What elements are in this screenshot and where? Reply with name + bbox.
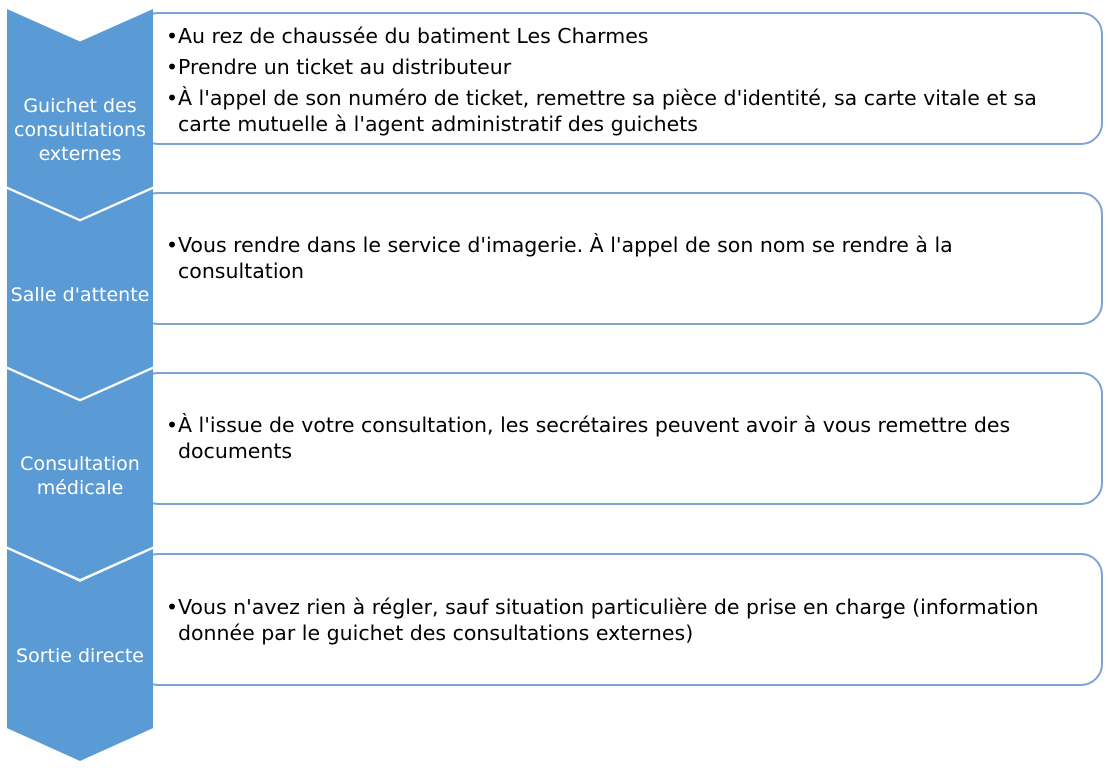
step-detail-box — [136, 553, 1103, 686]
bullet-item: • Prendre un ticket au distributeur — [178, 54, 1079, 80]
step-bullet-list — [138, 232, 1101, 284]
step-bullet-list — [138, 594, 1101, 646]
step-label: Consultation médicale — [20, 453, 140, 499]
step-label: Guichet des consultlations externes — [14, 95, 146, 165]
bullet-item: • Vous n'avez rien à régler, sauf situation particulière de prise en charge (information donnée par le guichet des consultations externes) — [178, 594, 1079, 646]
step-label: Sortie directe — [16, 645, 144, 667]
step-detail-box — [136, 192, 1103, 325]
step-bullet-list — [138, 23, 1101, 137]
step-bullet-list — [138, 412, 1101, 464]
bullet-item: • Au rez de chaussée du batiment Les Charmes — [178, 23, 1079, 49]
step-label: Salle d'attente — [10, 284, 150, 306]
bullet-item: • À l'appel de son numéro de ticket, remettre sa pièce d'identité, sa carte vitale et sa carte mutuelle à l'agent administratif des guichets — [178, 85, 1079, 137]
step-detail-box — [136, 372, 1103, 505]
bullet-item: • Vous rendre dans le service d'imagerie. À l'appel de son nom se rendre à la consultation — [178, 232, 1079, 284]
bullet-item: • À l'issue de votre consultation, les secrétaires peuvent avoir à vous remettre des documents — [178, 412, 1079, 464]
step-detail-box — [136, 12, 1103, 145]
